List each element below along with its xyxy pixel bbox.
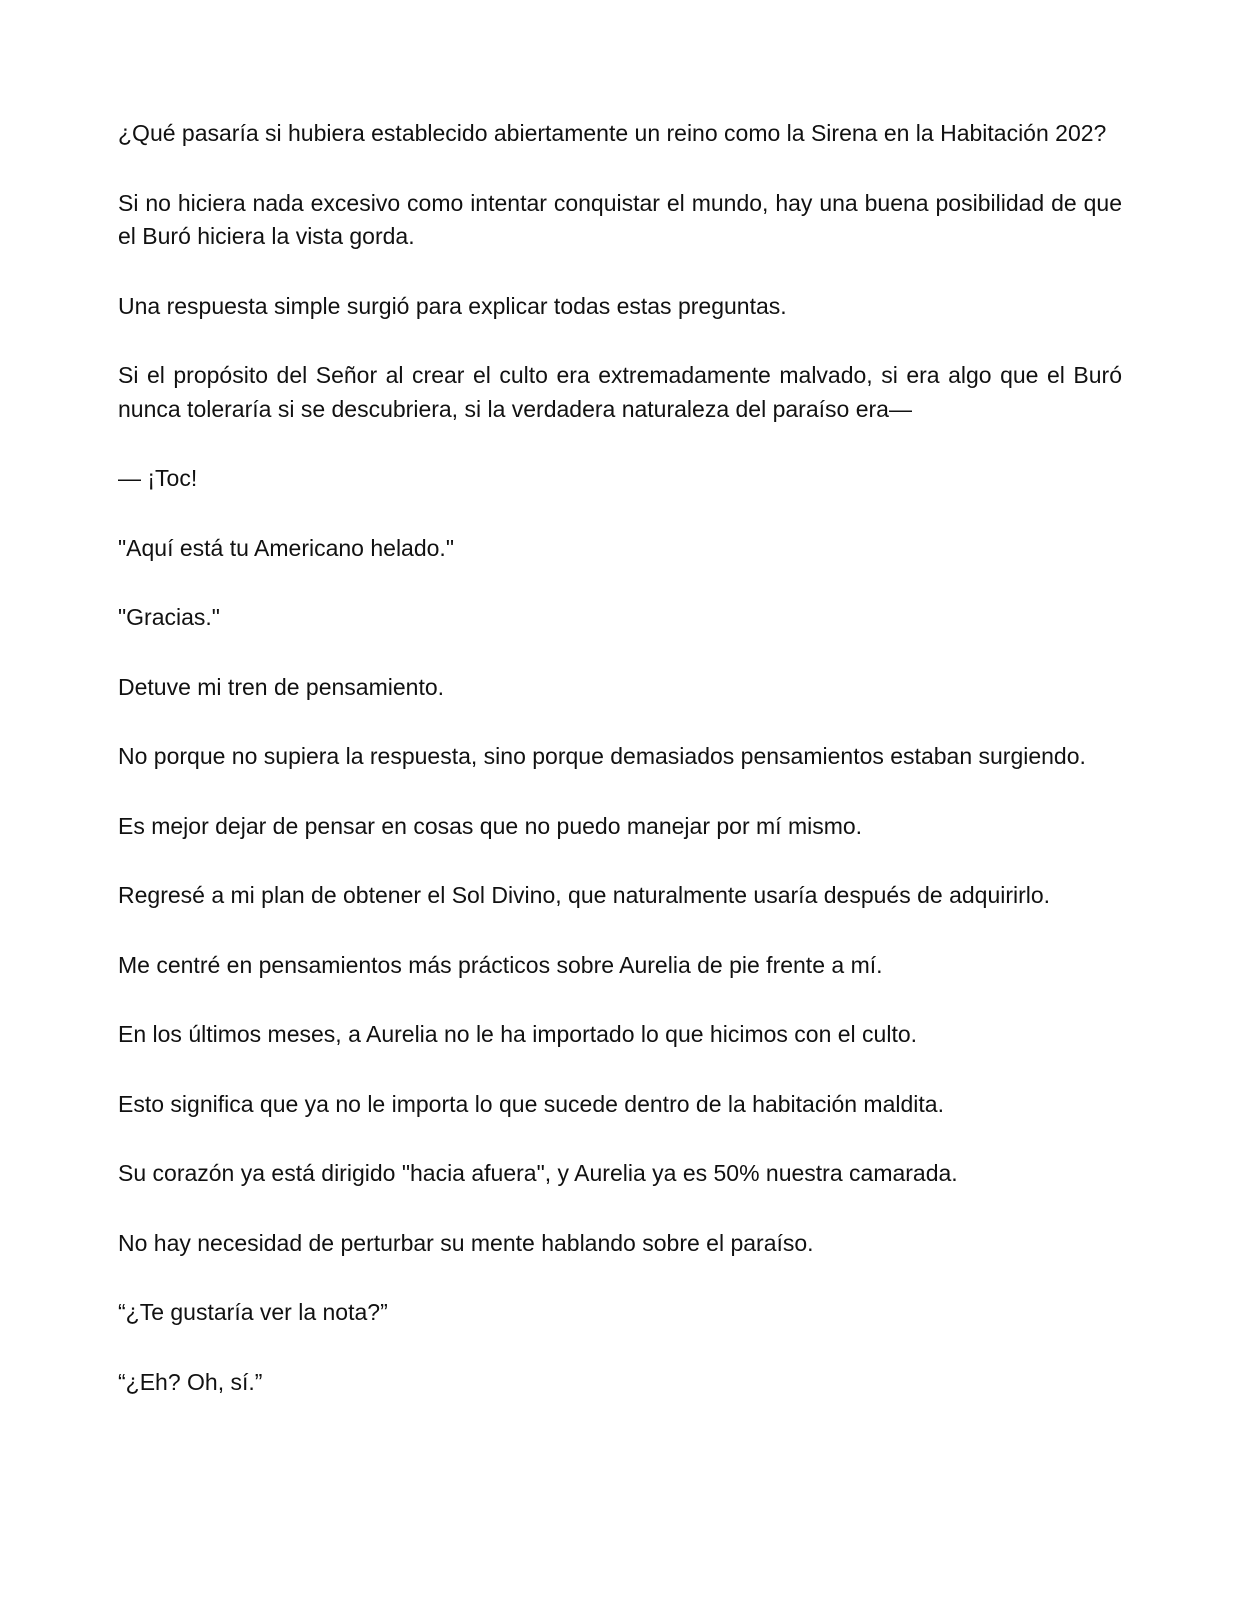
paragraph: No porque no supiera la respuesta, sino porque demasiados pensamientos estaban surgiendo. [118, 743, 1086, 769]
paragraph: Me centré en pensamientos más prácticos sobre Aurelia de pie frente a mí. [118, 951, 883, 978]
paragraph: Detuve mi tren de pensamiento. [118, 673, 445, 700]
paragraph: Si no hiciera nada excesivo como intentar conquistar el mundo, hay una buena posibilidad de que el Buró hiciera la vista gorda. [118, 189, 1122, 249]
paragraph: En los últimos meses, a Aurelia no le ha importado lo que hicimos con el culto. [118, 1021, 918, 1047]
paragraph: Es mejor dejar de pensar en cosas que no puedo manejar por mí mismo. [118, 812, 863, 839]
paragraph: Su corazón ya está dirigido "hacia afuera", y Aurelia ya es 50% nuestra camarada. [118, 1160, 958, 1186]
document-page [118, 117, 1122, 1399]
paragraph: Esto significa que ya no le importa lo que sucede dentro de la habitación maldita. [118, 1090, 944, 1117]
paragraph: No hay necesidad de perturbar su mente hablando sobre el paraíso. [118, 1229, 814, 1256]
paragraph: Una respuesta simple surgió para explicar todas estas preguntas. [118, 292, 787, 319]
paragraph: Regresé a mi plan de obtener el Sol Divino, que naturalmente usaría después de adquirirlo. [118, 882, 1051, 908]
paragraph: “¿Eh? Oh, sí.” [118, 1368, 263, 1395]
paragraph: ¿Qué pasaría si hubiera establecido abiertamente un reino como la Sirena en la Habitación 202? [118, 120, 1107, 146]
paragraph: "Gracias." [118, 604, 220, 630]
paragraph: — ¡Toc! [118, 465, 198, 491]
paragraph: “¿Te gustaría ver la nota?” [118, 1299, 388, 1325]
paragraph: Si el propósito del Señor al crear el culto era extremadamente malvado, si era algo que el Buró nunca toleraría si se descubriera, si la verdadera naturaleza del paraíso era— [118, 362, 1122, 422]
paragraph: "Aquí está tu Americano helado." [118, 534, 454, 561]
